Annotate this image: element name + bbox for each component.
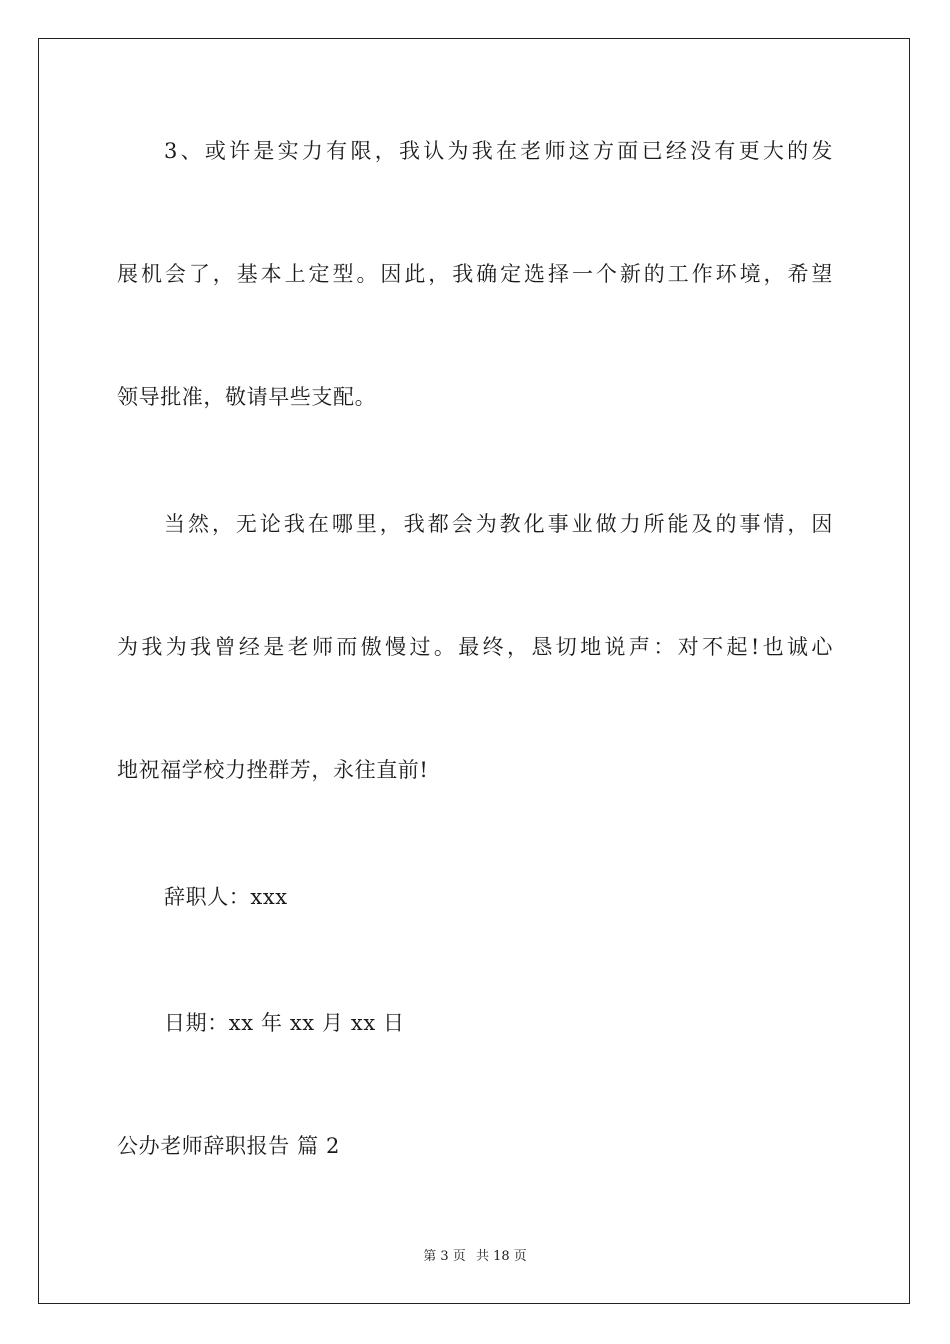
section-heading: 公办老师辞职报告 篇 2 [117,1134,340,1158]
page-footer [0,1248,950,1266]
paragraph-1-line-2: 展机会了，基本上定型。因此，我确定选择一个新的工作环境，希望 [117,262,833,286]
date-line: 日期：xx 年 xx 月 xx 日 [164,1011,405,1035]
paragraph-2-line-1: 当然，无论我在哪里，我都会为教化事业做力所能及的事情，因 [164,512,833,536]
page-total: 共 18 页 [475,1249,527,1264]
paragraph-1-line-3: 领导批准，敬请早些支配。 [117,385,377,409]
paragraph-2-line-2: 为我为我曾经是老师而傲慢过。最终，恳切地说声：对不起!也诚心 [117,635,833,659]
signatory-line: 辞职人：xxx [164,885,288,909]
paragraph-1-line-1: 3、或许是实力有限，我认为我在老师这方面已经没有更大的发 [164,139,833,163]
paragraph-2-line-3: 地祝福学校力挫群芳，永往直前! [117,758,429,782]
page-border [38,38,910,1304]
page-number: 第 3 页 [423,1249,466,1264]
